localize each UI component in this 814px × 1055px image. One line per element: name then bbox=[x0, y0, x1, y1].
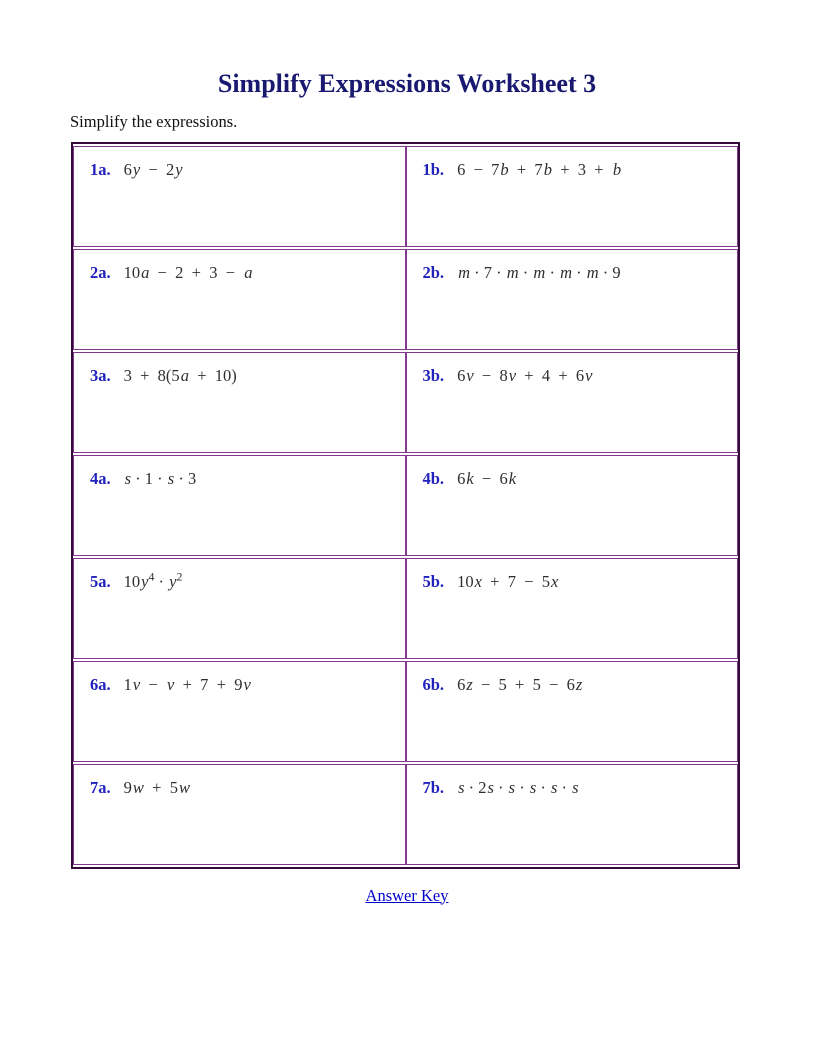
problem-cell-3a bbox=[73, 352, 406, 453]
problem-expression: m · 7 · m · m · m · m · 9 bbox=[458, 262, 621, 282]
answer-key-container bbox=[0, 886, 814, 906]
problem-label: 3a. bbox=[90, 365, 111, 385]
problem-row-3 bbox=[73, 352, 738, 453]
problem-expression: 1v − v + 7 + 9v bbox=[123, 674, 251, 694]
problem-label: 7a. bbox=[90, 777, 111, 797]
problem-expression: 9w + 5w bbox=[123, 777, 190, 797]
problem-label: 2a. bbox=[90, 262, 111, 282]
problem-expression: 10a − 2 + 3 − a bbox=[123, 262, 253, 282]
problem-row-6 bbox=[73, 661, 738, 762]
problem-cell-6a bbox=[73, 661, 406, 762]
problem-label: 3b. bbox=[422, 365, 445, 385]
problem-label: 1a. bbox=[90, 159, 111, 179]
problem-expression: $10y^4 \cdot y^2$ bbox=[123, 569, 183, 591]
problem-row-1 bbox=[73, 146, 738, 247]
problem-row-4 bbox=[73, 455, 738, 556]
problem-cell-6b bbox=[406, 661, 739, 762]
problem-expression: 6z − 5 + 5 − 6z bbox=[457, 674, 583, 694]
problem-label: 4a. bbox=[90, 468, 111, 488]
problem-row-2 bbox=[73, 249, 738, 350]
problem-cell-1a bbox=[73, 146, 406, 247]
problem-cell-4b bbox=[406, 455, 739, 556]
problem-expression: s · 1 · s · 3 bbox=[124, 468, 197, 488]
problem-expression: 6y − 2y bbox=[123, 159, 183, 179]
problem-cell-2a bbox=[73, 249, 406, 350]
problem-label: 6a. bbox=[90, 674, 111, 694]
problem-expression: s · 2s · s · s · s · s bbox=[458, 777, 579, 797]
problem-label: 6b. bbox=[422, 674, 445, 694]
problem-expression: 6v − 8v + 4 + 6v bbox=[457, 365, 593, 385]
problem-expression: 3 + 8(5a + 10) bbox=[123, 365, 237, 385]
problem-cell-3b bbox=[406, 352, 739, 453]
problem-cell-7b bbox=[406, 764, 739, 865]
problem-label: 7b. bbox=[422, 777, 445, 797]
problem-row-7 bbox=[73, 764, 738, 865]
problem-label: 5b. bbox=[422, 571, 445, 591]
problem-expression: 6k − 6k bbox=[457, 468, 517, 488]
problem-label: 5a. bbox=[90, 571, 111, 591]
problem-expression: 6 − 7b + 7b + 3 + b bbox=[457, 159, 622, 179]
problem-label: 2b. bbox=[422, 262, 445, 282]
problem-cell-4a bbox=[73, 455, 406, 556]
problem-cell-7a bbox=[73, 764, 406, 865]
worksheet-table bbox=[71, 142, 740, 869]
problem-cell-1b bbox=[406, 146, 739, 247]
problem-cell-5b bbox=[406, 558, 739, 659]
instruction-text: Simplify the expressions. bbox=[70, 111, 238, 131]
problem-expression: 10x + 7 − 5x bbox=[457, 571, 559, 591]
problem-cell-5a bbox=[73, 558, 406, 659]
problem-label: 4b. bbox=[422, 468, 445, 488]
page-title: Simplify Expressions Worksheet 3 bbox=[217, 69, 597, 98]
answer-key-link[interactable]: Answer Key bbox=[365, 885, 449, 905]
problem-label: 1b. bbox=[422, 159, 445, 179]
problem-row-5 bbox=[73, 558, 738, 659]
problem-cell-2b bbox=[406, 249, 739, 350]
